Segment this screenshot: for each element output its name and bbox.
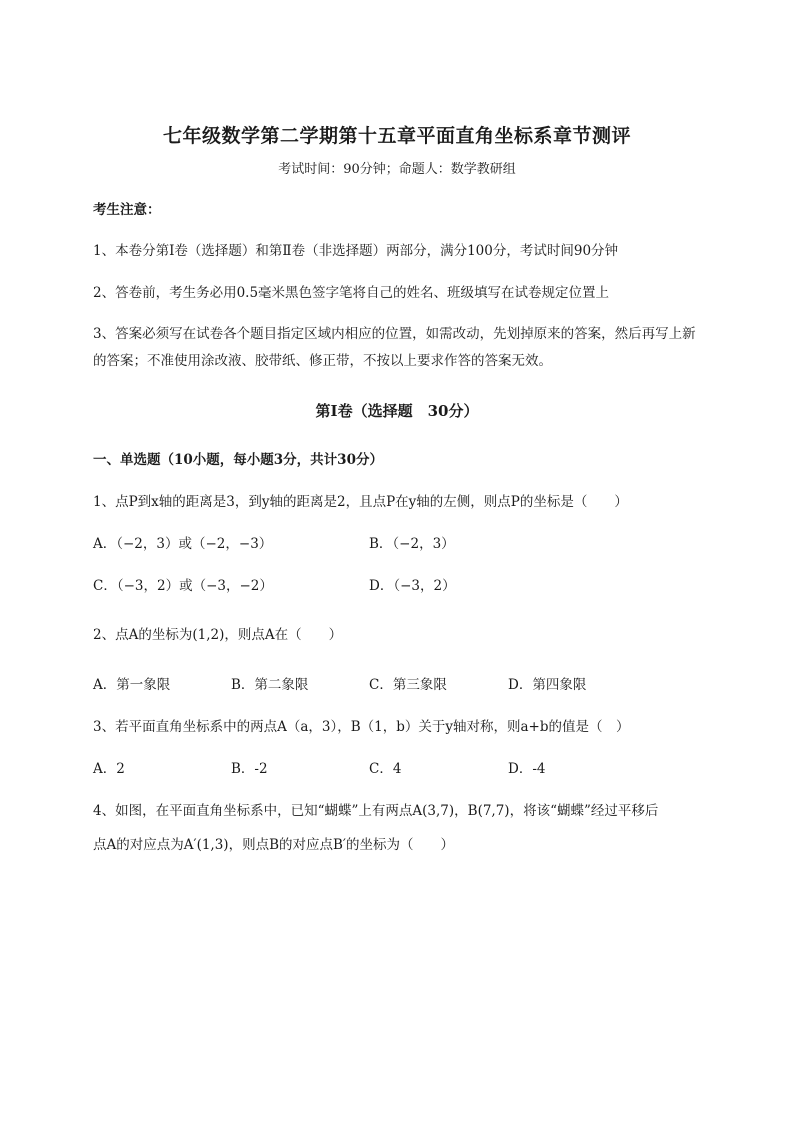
question-3-stem: 3、若平面直角坐标系中的两点A（a，3），B（1，b）关于y轴对称，则a+b的值是（ ） xyxy=(93,719,630,735)
notice-item-2: 2、答卷前，考生务必用0.5毫米黑色签字笔将自己的姓名、班级填写在试卷规定位置上 xyxy=(93,285,610,301)
question-1-stem: 1、点P到x轴的距离是3，到y轴的距离是2，且点P在y轴的左侧，则点P的坐标是（ ） xyxy=(93,494,628,510)
exam-info: 考试时间：90分钟；命题人：数学教研组 xyxy=(278,162,516,177)
question-2-stem: 2、点A的坐标为(1,2)，则点A在（ ） xyxy=(93,627,343,643)
question-3-option-c: C．4 xyxy=(369,761,402,777)
question-2-option-c: C．第三象限 xyxy=(369,677,447,693)
section-title: 第I卷（选择题 30分） xyxy=(315,402,479,420)
question-3-option-d: D．-4 xyxy=(508,761,546,777)
question-2-option-b: B．第二象限 xyxy=(231,677,309,693)
question-2-option-d: D．第四象限 xyxy=(508,677,587,693)
notice-item-3-cont: 的答案；不准使用涂改液、胶带纸、修正带，不按以上要求作答的答案无效。 xyxy=(93,353,552,369)
question-3-option-b: B．-2 xyxy=(231,761,268,777)
question-2-option-a: A．第一象限 xyxy=(93,677,171,693)
question-4-stem: 4、如图，在平面直角坐标系中，已知“蝴蝶”上有两点A(3,7)，B(7,7)，将该“蝴蝶”经过平移后 xyxy=(93,803,659,819)
part-heading: 一、单选题（10小题，每小题3分，共计30分） xyxy=(93,452,383,468)
question-1-option-a: A．（−2，3）或（−2，−3） xyxy=(93,536,273,552)
notice-heading: 考生注意： xyxy=(93,202,161,218)
question-1-option-d: D．（−3，2） xyxy=(369,578,456,594)
notice-item-1: 1、本卷分第I卷（选择题）和第Ⅱ卷（非选择题）两部分，满分100分，考试时间90分钟 xyxy=(93,243,619,259)
page-title: 七年级数学第二学期第十五章平面直角坐标系章节测评 xyxy=(162,125,631,147)
question-3-option-a: A．2 xyxy=(93,761,125,777)
question-4-stem-cont: 点A的对应点为A′(1,3)，则点B的对应点B′的坐标为（ ） xyxy=(93,837,454,853)
question-1-option-c: C．（−3，2）或（−3，−2） xyxy=(93,578,273,594)
notice-item-3: 3、答案必须写在试卷各个题目指定区域内相应的位置，如需改动，先划掉原来的答案，然后再写上新 xyxy=(93,326,696,342)
question-1-option-b: B．（−2，3） xyxy=(369,536,455,552)
